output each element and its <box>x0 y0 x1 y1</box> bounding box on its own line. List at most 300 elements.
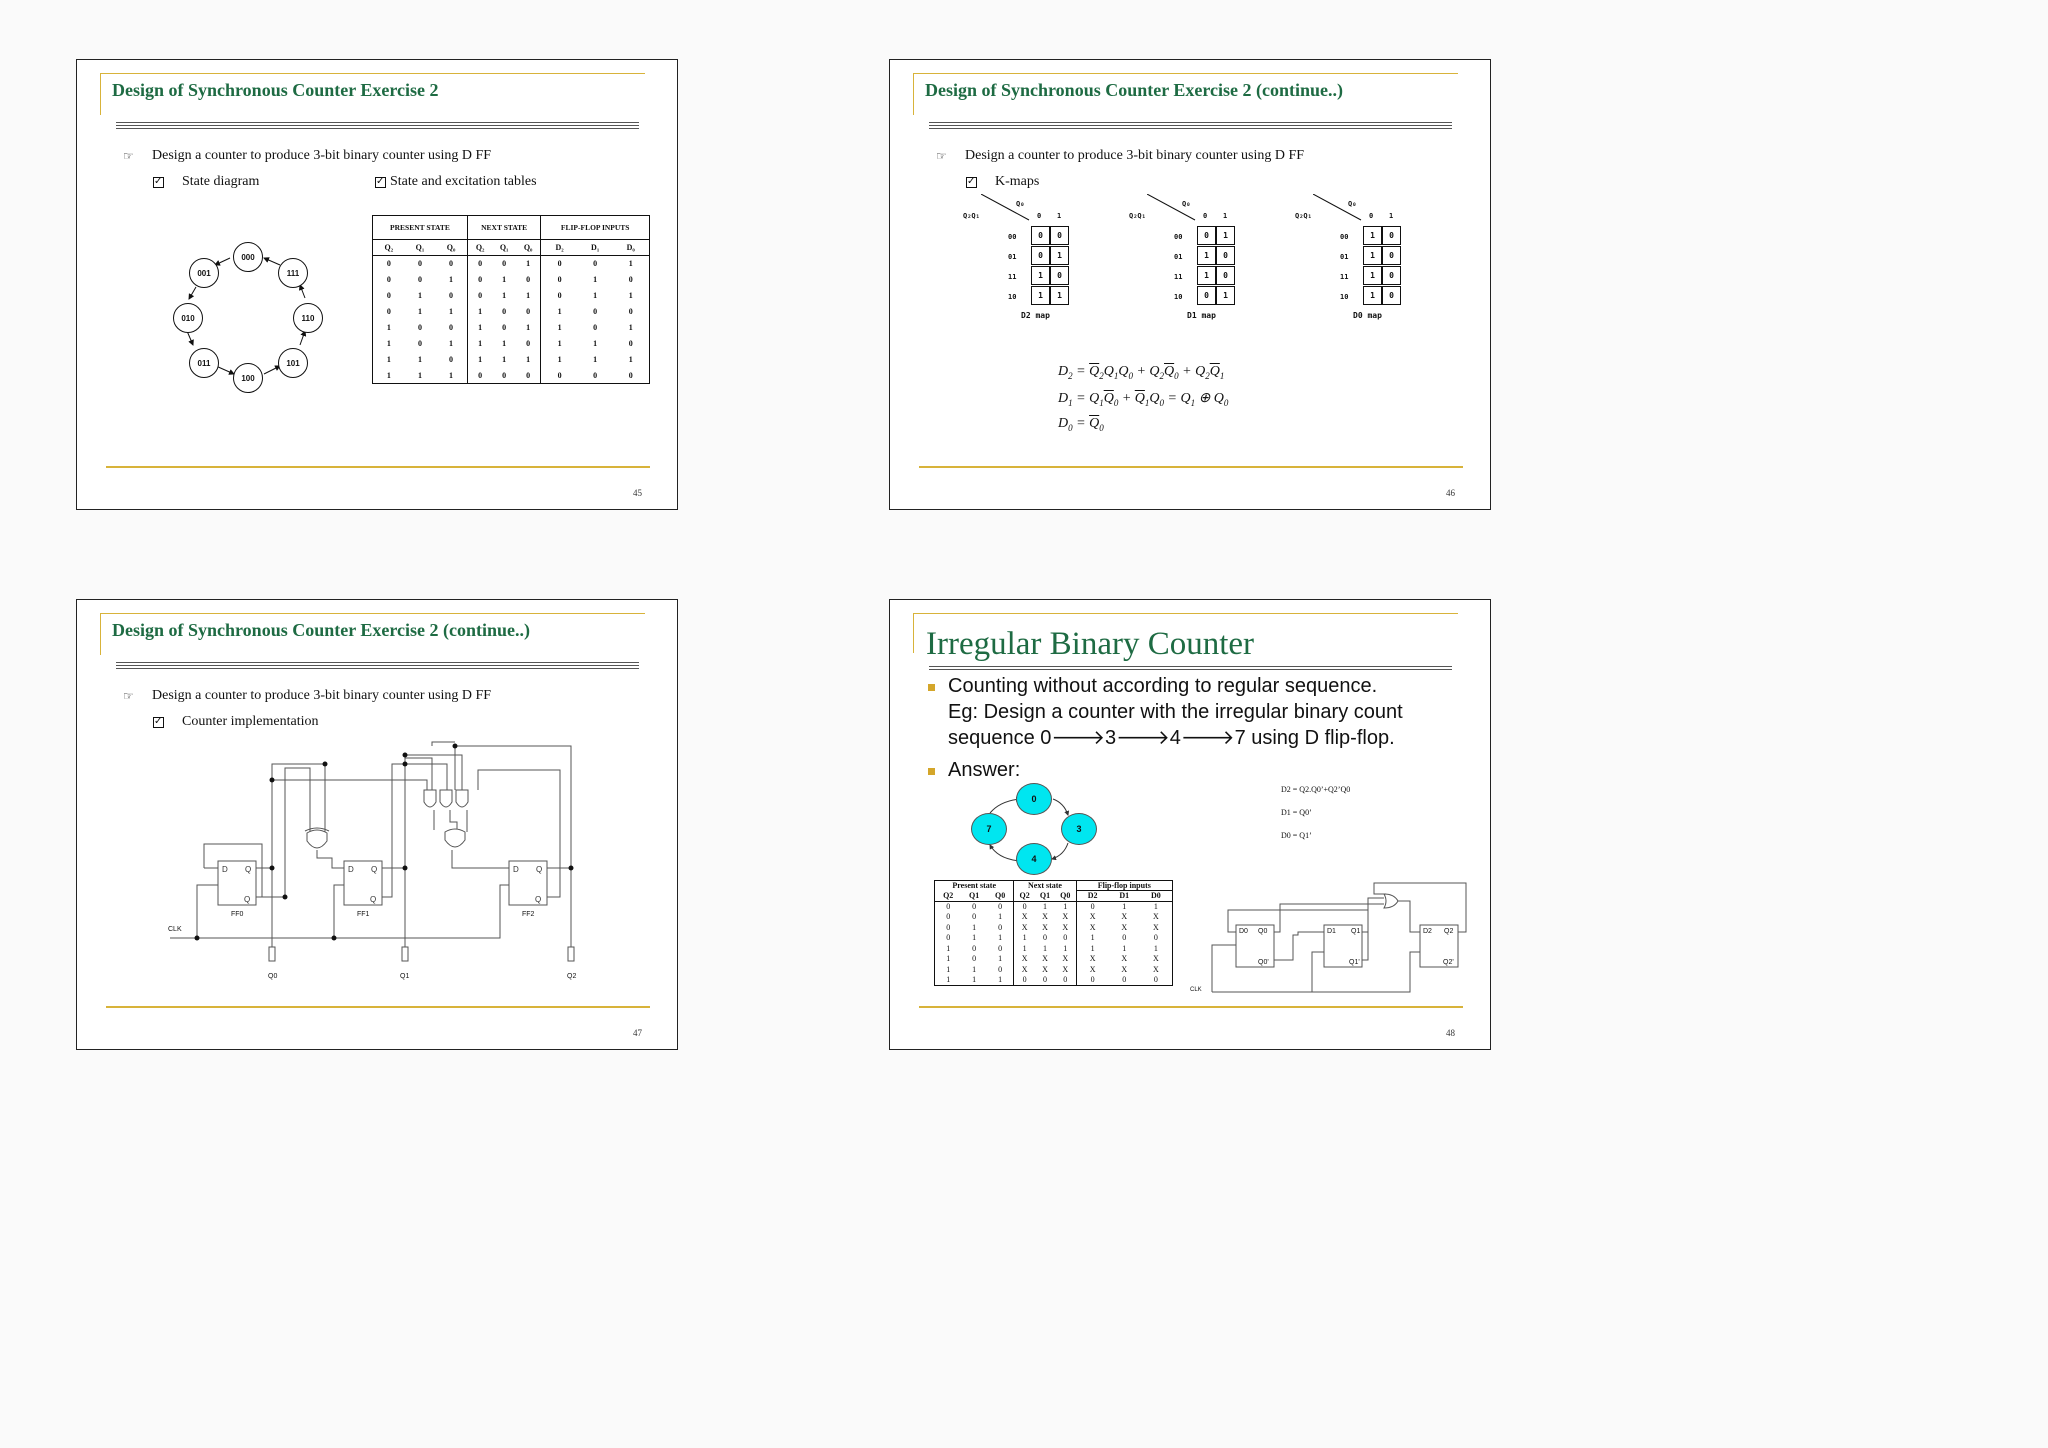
table-header-cell: Q₁ <box>405 240 435 256</box>
table-cell: 0 <box>435 320 467 336</box>
kmap-col-label: 0 <box>1203 212 1208 220</box>
table-cell: 0 <box>502 370 507 380</box>
table-cell: 0 <box>417 259 422 269</box>
table-cell: 1 <box>987 975 1014 986</box>
kmap-col-var: Q₀ <box>1016 200 1025 208</box>
table-cell: 0 <box>417 323 422 332</box>
kmap-cell: 1 <box>1363 226 1382 245</box>
table-group-header: Next state <box>1014 881 1076 891</box>
title-rule <box>116 665 639 666</box>
table-cell: 1 <box>987 954 1014 965</box>
state-node: 0 <box>1016 783 1052 815</box>
table-cell: 1 <box>502 291 507 300</box>
svg-text:Q: Q <box>371 865 378 874</box>
state-node: 011 <box>189 348 219 378</box>
table-cell: 1 <box>557 339 562 348</box>
bullet-line: Counting without according to regular sequence. <box>948 675 1378 697</box>
bullet-text: Design a counter to produce 3-bit binary counter using D FF <box>152 688 492 703</box>
table-cell: 1 <box>972 922 977 932</box>
table-cell: 0 <box>987 901 1014 912</box>
table-cell: 0 <box>1153 933 1158 943</box>
table-header-cell: Q0 <box>1055 891 1076 902</box>
kmap-title: D0 map <box>1353 311 1382 320</box>
kmap-col-label: 1 <box>1389 212 1394 220</box>
kmap-col-label: 1 <box>1223 212 1228 220</box>
kmap-cell: 0 <box>1031 246 1050 265</box>
frame-line <box>913 613 1458 614</box>
table-cell: 0 <box>1055 933 1076 944</box>
table-cell: X <box>1152 964 1159 974</box>
page-number: 46 <box>1446 488 1455 498</box>
table-cell: 1 <box>593 355 598 364</box>
table-cell: 1 <box>516 352 541 368</box>
kmap-col-var: Q₀ <box>1348 200 1357 208</box>
circuit-label: Q1 <box>1351 928 1361 935</box>
table-row <box>935 964 1173 975</box>
table-row <box>373 256 650 272</box>
table-cell: 1 <box>557 307 562 316</box>
table-cell: X <box>1042 964 1048 974</box>
table-header-cell: D0 <box>1140 891 1173 902</box>
table-cell: 1 <box>417 307 422 316</box>
kmap-cell: 1 <box>1363 286 1382 305</box>
table-cell: 1 <box>946 954 951 964</box>
table-cell: X <box>1021 964 1028 974</box>
table-cell: 0 <box>987 943 1014 954</box>
table-cell: 0 <box>557 291 562 300</box>
table-row <box>373 352 650 368</box>
kmap-title: D2 map <box>1021 311 1050 320</box>
title-rule <box>116 125 639 126</box>
table-cell: 1 <box>987 912 1014 923</box>
table-cell: 1 <box>593 339 598 348</box>
table-cell: 1 <box>557 355 562 364</box>
state-node: 100 <box>233 363 263 393</box>
table-cell: 0 <box>386 275 391 284</box>
table-cell: 0 <box>1022 975 1027 984</box>
table-cell: 1 <box>502 275 507 284</box>
table-cell: 0 <box>972 943 977 953</box>
checkbox-icon <box>153 717 164 728</box>
svg-text:D: D <box>222 865 228 874</box>
table-cell: 1 <box>516 256 541 272</box>
title-rule <box>116 128 639 129</box>
table-cell: X <box>1089 954 1096 964</box>
slide-title: Design of Synchronous Counter Exercise 2 <box>112 80 439 100</box>
table-cell: X <box>1089 922 1096 932</box>
table-header-cell: Q₂ <box>467 240 492 256</box>
table-cell: 0 <box>946 922 951 932</box>
circuit-label: D1 <box>1327 928 1336 935</box>
footer-line <box>106 1006 650 1008</box>
table-cell: X <box>1055 964 1076 975</box>
equation-d0: $D_0 = \overline{Q}_0$ <box>1058 416 1104 433</box>
kmap-cell: 0 <box>1050 226 1069 245</box>
frame-line <box>913 73 1458 74</box>
svg-text:D: D <box>348 865 354 874</box>
slide-45 <box>76 59 678 510</box>
table-group-header: Present state <box>935 881 1014 891</box>
table-cell: 1 <box>417 370 422 380</box>
excitation-table <box>372 215 650 384</box>
footer-line <box>106 466 650 468</box>
bullet-text: Design a counter to produce 3-bit binary counter using D FF <box>152 148 492 163</box>
pointing-hand-icon: ☞ <box>123 689 134 703</box>
table-cell: 0 <box>1042 975 1047 984</box>
table-cell: 0 <box>946 933 951 943</box>
table-cell: 1 <box>593 275 598 284</box>
output-label: Q1 <box>400 973 410 980</box>
table-cell: 0 <box>502 307 507 316</box>
table-cell: 1 <box>386 355 391 364</box>
table-cell: 0 <box>593 323 598 332</box>
table-cell: 0 <box>478 259 483 269</box>
table-header-cell: Q2 <box>1014 891 1035 902</box>
kmap-row-label: 00 <box>1174 233 1183 241</box>
kmap-cell: 0 <box>1197 286 1216 305</box>
svg-text:Q: Q <box>245 865 252 874</box>
footer-line <box>919 466 1463 468</box>
table-cell: 0 <box>593 259 598 269</box>
table-cell: 0 <box>478 291 483 300</box>
kmap-cell: 1 <box>1363 266 1382 285</box>
table-header-cell: D₂ <box>541 240 578 256</box>
table-row <box>373 304 650 320</box>
table-cell: 1 <box>516 288 541 304</box>
circuit-label: CLK <box>1190 987 1202 993</box>
table-header-row <box>373 240 650 256</box>
kmap-cell: 1 <box>1197 246 1216 265</box>
table-cell: 0 <box>386 291 391 300</box>
slide-47 <box>76 599 678 1050</box>
ff-label: FF2 <box>522 911 535 918</box>
kmap-cell: 1 <box>1050 246 1069 265</box>
table-cell: 1 <box>1153 943 1158 953</box>
table-header-cell: Q₀ <box>516 240 541 256</box>
table-cell: 1 <box>972 975 977 984</box>
equation-text: D1 = Q0’ <box>1281 808 1312 817</box>
kmap-row-var: Q₂Q₁ <box>1295 212 1312 220</box>
kmap-cell: 0 <box>1382 266 1401 285</box>
sub-bullet-text: State and excitation tables <box>390 174 537 189</box>
slide-46 <box>889 59 1491 510</box>
table-cell: 0 <box>972 902 977 911</box>
bullet-text: Design a counter to produce 3-bit binary counter using D FF <box>965 148 1305 163</box>
state-node: 000 <box>233 242 263 272</box>
table-row <box>373 288 650 304</box>
table-header-cell: D1 <box>1109 891 1140 902</box>
equation-d2: $D_2 = \overline{Q}_2Q_1Q_0 + Q_2\overline{Q}_0 + Q_2\overline{Q}_1$ <box>1058 364 1225 381</box>
bullet-square-icon <box>928 684 935 691</box>
table-cell: 0 <box>593 307 598 316</box>
state-node: 101 <box>278 348 308 378</box>
table-cell: 0 <box>435 288 467 304</box>
table-cell: 0 <box>502 323 507 332</box>
checkbox-icon <box>153 177 164 188</box>
table-cell: 0 <box>435 352 467 368</box>
table-cell: 0 <box>1090 902 1095 911</box>
table-cell: 1 <box>628 259 633 269</box>
table-cell: 1 <box>478 355 483 364</box>
kmap-cell: 1 <box>1050 286 1069 305</box>
table-row <box>935 912 1173 923</box>
frame-line <box>100 73 645 74</box>
kmap-row-label: 10 <box>1340 293 1349 301</box>
title-rule <box>116 662 639 663</box>
circuit-label: Q2 <box>1444 928 1454 935</box>
kmap-cell: 0 <box>1216 266 1235 285</box>
bullet-text: Answer: <box>948 759 1021 781</box>
table-cell: 0 <box>516 272 541 288</box>
table-row <box>935 922 1173 933</box>
table-cell: 0 <box>435 256 467 272</box>
table-cell: X <box>1042 954 1048 964</box>
svg-text:Q: Q <box>536 865 543 874</box>
counter-circuit-diagram <box>162 740 582 990</box>
title-rule <box>929 666 1452 667</box>
table-cell: 0 <box>1042 933 1047 943</box>
table-cell: 0 <box>386 259 391 269</box>
kmap-cell: 0 <box>1050 266 1069 285</box>
table-cell: 1 <box>386 339 391 348</box>
table-cell: X <box>1089 964 1096 974</box>
table-cell: 1 <box>1042 902 1047 911</box>
table-cell: 1 <box>1122 943 1127 953</box>
svg-text:D: D <box>513 865 519 874</box>
table-cell: 1 <box>1055 943 1076 954</box>
circuit-label: Q0' <box>1258 959 1269 966</box>
table-cell: 0 <box>972 954 977 964</box>
circuit-label: D0 <box>1239 928 1248 935</box>
kmap-cell: 1 <box>1216 286 1235 305</box>
table-cell: 1 <box>502 339 507 348</box>
checkbox-icon <box>375 177 386 188</box>
pointing-hand-icon: ☞ <box>936 149 947 163</box>
table-cell: 0 <box>987 922 1014 933</box>
table-cell: 1 <box>435 368 467 384</box>
table-row <box>373 320 650 336</box>
table-cell: 0 <box>478 370 483 380</box>
frame-line <box>913 73 914 115</box>
slide-title: Design of Synchronous Counter Exercise 2 (continue..) <box>112 620 531 640</box>
output-label: Q2 <box>567 973 577 980</box>
kmap-row-label: 10 <box>1008 293 1017 301</box>
bullet-text <box>948 673 1403 751</box>
table-cell: X <box>1055 922 1076 933</box>
table-cell: 0 <box>557 370 562 380</box>
table-cell: 1 <box>478 307 483 316</box>
clk-label: CLK <box>168 926 182 933</box>
table-cell: 1 <box>1122 902 1127 911</box>
table-cell: 0 <box>557 259 562 269</box>
kmap-cell: 1 <box>1031 286 1050 305</box>
title-rule <box>116 668 639 669</box>
slide-title: Irregular Binary Counter <box>926 626 1255 662</box>
kmap-cell: 0 <box>1031 226 1050 245</box>
pointing-hand-icon: ☞ <box>123 149 134 163</box>
table-header-cell: Q0 <box>987 891 1014 902</box>
slide-48 <box>889 599 1491 1050</box>
title-rule <box>929 122 1452 123</box>
table-cell: 1 <box>1022 933 1027 943</box>
table-group-header: PRESENT STATE <box>373 216 468 240</box>
table-cell: 0 <box>557 275 562 284</box>
kmap-row-label: 01 <box>1174 253 1183 261</box>
table-cell: 0 <box>628 339 633 348</box>
table-row <box>935 933 1173 944</box>
table-cell: 0 <box>628 307 633 316</box>
table-cell: 0 <box>1122 975 1127 984</box>
table-cell: X <box>1055 954 1076 965</box>
table-row <box>373 272 650 288</box>
table-header-cell: Q₀ <box>435 240 467 256</box>
table-cell: 0 <box>593 370 598 380</box>
state-node: 010 <box>173 303 203 333</box>
table-cell: X <box>1152 954 1159 964</box>
table-cell: X <box>1152 912 1159 922</box>
table-cell: 0 <box>1153 975 1158 984</box>
state-node: 111 <box>278 258 308 288</box>
table-cell: 1 <box>628 355 633 364</box>
table-header-cell: Q1 <box>961 891 987 902</box>
table-cell: X <box>1021 922 1028 932</box>
table-cell: 0 <box>628 370 633 380</box>
kmap-col-var: Q₀ <box>1182 200 1191 208</box>
table-cell: 1 <box>628 291 633 300</box>
checkbox-icon <box>966 177 977 188</box>
kmap-cell: 0 <box>1382 246 1401 265</box>
table-cell: 1 <box>386 370 391 380</box>
table-cell: 1 <box>478 323 483 332</box>
table-cell: 1 <box>1042 943 1047 953</box>
table-cell: 1 <box>1153 902 1158 911</box>
page-number: 45 <box>633 488 642 498</box>
table-cell: 1 <box>946 975 951 984</box>
title-rule <box>929 669 1452 670</box>
kmap-col-label: 0 <box>1369 212 1374 220</box>
sub-bullet-text: State diagram <box>182 174 260 189</box>
equation-text: D2 = Q2.Q0’+Q2’Q0 <box>1281 785 1351 794</box>
table-cell: 0 <box>1090 975 1095 984</box>
kmap-row-label: 10 <box>1174 293 1183 301</box>
ff-label: FF1 <box>357 911 370 918</box>
bullet-square-icon <box>928 768 935 775</box>
table-cell: X <box>1089 912 1096 922</box>
table-row <box>935 901 1173 912</box>
kmap-cell: 1 <box>1216 226 1235 245</box>
state-node: 4 <box>1016 843 1052 875</box>
circuit-label: D2 <box>1423 928 1432 935</box>
table-cell: 0 <box>478 275 483 284</box>
table-cell: 0 <box>1022 902 1027 911</box>
table-cell: 1 <box>593 291 598 300</box>
table-row <box>373 336 650 352</box>
table-cell: 0 <box>417 339 422 348</box>
slide-title: Design of Synchronous Counter Exercise 2 (continue..) <box>925 80 1344 100</box>
table-cell: 1 <box>972 933 977 943</box>
table-group-header: NEXT STATE <box>467 216 540 240</box>
kmap-diagonal <box>1147 194 1207 224</box>
kmap-cell: 0 <box>1382 286 1401 305</box>
table-cell: X <box>1042 912 1048 922</box>
equation-d1: $D_1 = Q_1\overline{Q}_0 + \overline{Q}_1Q_0 = Q_1$ ⊕ $Q_0$ <box>1058 391 1229 408</box>
table-cell: 1 <box>435 336 467 352</box>
kmap-cell: 0 <box>1382 226 1401 245</box>
table-cell: 1 <box>478 339 483 348</box>
table-cell: 0 <box>516 368 541 384</box>
kmap-row-label: 01 <box>1008 253 1017 261</box>
table-cell: 0 <box>946 912 951 922</box>
table-header-cell: D2 <box>1076 891 1109 902</box>
table-cell: 1 <box>1090 943 1095 953</box>
sub-bullet-text: Counter implementation <box>182 714 319 729</box>
table-group-header: FLIP-FLOP INPUTS <box>560 223 630 232</box>
table-cell: 1 <box>972 964 977 974</box>
table-cell: X <box>1121 912 1128 922</box>
title-rule <box>929 128 1452 129</box>
table-header-row <box>935 891 1173 902</box>
table-cell: X <box>1055 912 1076 923</box>
kmap-cell: 0 <box>1216 246 1235 265</box>
kmap-row-var: Q₂Q₁ <box>963 212 980 220</box>
table-row <box>373 368 650 384</box>
table-cell: 1 <box>628 323 633 332</box>
table-cell: 1 <box>1055 901 1076 912</box>
title-rule <box>929 125 1452 126</box>
table-cell: X <box>1042 922 1048 932</box>
table-header-cell: Q₁ <box>492 240 516 256</box>
table-cell: 1 <box>946 964 951 974</box>
table-cell: 1 <box>435 304 467 320</box>
equation-text: D0 = Q1’ <box>1281 831 1312 840</box>
kmap-diagonal <box>1313 194 1373 224</box>
table-cell: X <box>1021 954 1028 964</box>
state-table <box>934 880 1173 986</box>
table-cell: 0 <box>628 275 633 284</box>
state-node: 7 <box>971 813 1007 845</box>
state-node: 3 <box>1061 813 1097 845</box>
table-header-cell: D₁ <box>578 240 613 256</box>
bullet-line: sequence 0🡒3🡒4🡒7 using D flip-flop. <box>948 727 1395 749</box>
table-cell: 1 <box>386 323 391 332</box>
frame-line <box>100 613 101 655</box>
table-cell: 1 <box>557 323 562 332</box>
kmap-cell: 0 <box>1197 226 1216 245</box>
page-number: 47 <box>633 1028 642 1038</box>
table-cell: 1 <box>435 272 467 288</box>
kmap-row-label: 00 <box>1340 233 1349 241</box>
bullet-line: Eg: Design a counter with the irregular binary count <box>948 701 1403 723</box>
kmap-cell: 1 <box>1031 266 1050 285</box>
table-cell: 0 <box>516 304 541 320</box>
table-header-cell: Q2 <box>935 891 962 902</box>
kmap-cell: 1 <box>1197 266 1216 285</box>
page-number: 48 <box>1446 1028 1455 1038</box>
table-header-cell: D₀ <box>613 240 650 256</box>
table-cell: 1 <box>1022 943 1027 953</box>
state-node: 110 <box>293 303 323 333</box>
table-cell: X <box>1021 912 1028 922</box>
table-cell: 1 <box>946 943 951 953</box>
circuit-label: Q0 <box>1258 928 1268 935</box>
frame-line <box>100 613 645 614</box>
circuit-label: Q2' <box>1443 959 1454 966</box>
kmap-row-label: 00 <box>1008 233 1017 241</box>
table-header-cell: Q₂ <box>373 240 405 256</box>
title-rule <box>116 122 639 123</box>
table-cell: 1 <box>1090 933 1095 943</box>
kmap-row-label: 11 <box>1174 273 1183 281</box>
